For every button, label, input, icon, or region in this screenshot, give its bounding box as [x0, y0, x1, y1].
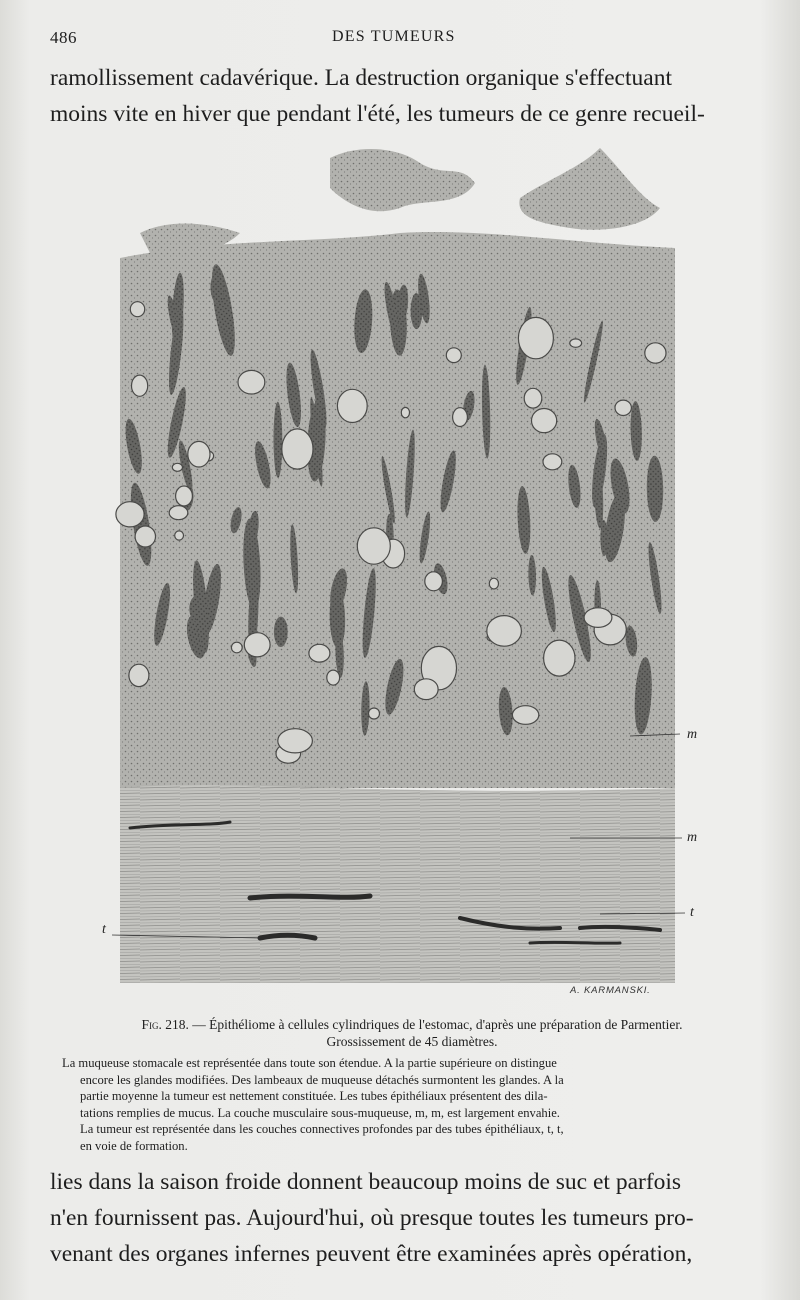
running-head	[50, 28, 770, 50]
mucus-cavity	[175, 531, 184, 540]
caption-line: en voie de formation.	[80, 1138, 188, 1153]
text-line: lies dans la saison froide donnent beaucoup moins de suc et parfois	[50, 1169, 682, 1195]
mucus-cavity	[327, 670, 340, 685]
label-t-right: t	[690, 905, 694, 920]
artist-signature: A. KARMANSKI.	[570, 985, 651, 996]
mucus-cavity	[524, 388, 542, 408]
text-line: n'en fournissent pas. Aujourd'hui, où presque toutes les tumeurs pro-	[50, 1205, 694, 1231]
mucus-cavity	[357, 528, 390, 564]
mucus-cavity	[282, 429, 313, 469]
mucus-cavity	[369, 708, 380, 719]
mucus-cavity	[584, 608, 612, 628]
caption-line: La tumeur est représentée dans les couches connectives profondes par des tubes épithéliaux, t, t,	[80, 1122, 564, 1136]
caption-line: tations remplies de mucus. La couche musculaire sous-muqueuse, m, m, est largement envahie.	[80, 1105, 560, 1120]
running-title: DES TUMEURS	[332, 28, 456, 45]
mucus-cavity	[425, 572, 443, 591]
histology-illustration	[100, 138, 720, 1008]
mucus-cavity	[518, 317, 553, 358]
mucus-cavity	[130, 302, 144, 317]
mucus-cavity	[188, 441, 210, 467]
mucus-cavity	[231, 642, 242, 653]
mucus-cavity	[543, 454, 562, 470]
mucus-cavity	[401, 407, 409, 417]
mucus-cavity	[570, 339, 582, 347]
figure-number: Fig. 218.	[141, 1017, 189, 1032]
mucus-cavity	[512, 706, 538, 725]
label-m-lower: m	[687, 830, 698, 845]
caption-line: partie moyenne la tumeur est nettement constituée. Les tubes épithéliaux présentent des dila-	[80, 1089, 548, 1103]
text-line: ramollissement cadavérique. La destruction organique s'effectuant	[50, 65, 672, 91]
mucus-cavity	[135, 526, 155, 547]
histology-figure	[100, 138, 720, 1008]
muscular-layer	[120, 785, 675, 983]
mucus-cavity	[238, 370, 265, 394]
mucus-cavity	[309, 644, 330, 662]
caption-line: La muqueuse stomacale est représentée dans toute son étendue. A la partie supérieure on distingue	[62, 1056, 557, 1070]
caption-title-text: — Épithéliome à cellules cylindriques de l'estomac, d'après une préparation de Parmentier.	[188, 1017, 683, 1032]
mucus-cavity	[172, 463, 182, 471]
mucus-cavity	[532, 409, 557, 433]
caption-magnification: Grossissement de 45 diamètres.	[326, 1034, 498, 1049]
figure-caption-body	[62, 1055, 750, 1154]
label-t-left: t	[102, 922, 106, 937]
mucus-cavity	[446, 348, 461, 363]
mucus-cavity	[453, 408, 468, 427]
text-line: moins vite en hiver que pendant l'été, les tumeurs de ce genre recueil-	[50, 101, 705, 127]
mucus-cavity	[489, 578, 498, 589]
mucus-cavity	[129, 664, 149, 686]
page-number: 486	[50, 28, 77, 47]
mucus-cavity	[615, 400, 631, 415]
figure-caption-title	[62, 1016, 762, 1050]
mucus-cavity	[414, 679, 438, 700]
mucus-cavity	[132, 375, 148, 396]
label-m-upper: m	[687, 727, 698, 742]
gland-tube	[274, 617, 288, 647]
mucus-cavity	[544, 640, 575, 676]
mucus-cavity	[169, 506, 188, 520]
mucus-cavity	[244, 633, 270, 657]
mucus-cavity	[278, 729, 313, 753]
bottom-paragraph	[50, 1164, 750, 1272]
mucus-cavity	[337, 389, 367, 422]
caption-line: encore les glandes modifiées. Des lambeaux de muqueuse détachés surmontent les glandes. A la	[80, 1072, 564, 1087]
top-paragraph	[50, 60, 750, 132]
mucus-cavity	[645, 343, 666, 363]
mucus-cavity	[487, 616, 522, 647]
mucus-cavity	[176, 486, 193, 506]
mucus-cavity	[116, 502, 144, 527]
text-line: venant des organes infernes peuvent être examinées après opération,	[50, 1241, 693, 1267]
